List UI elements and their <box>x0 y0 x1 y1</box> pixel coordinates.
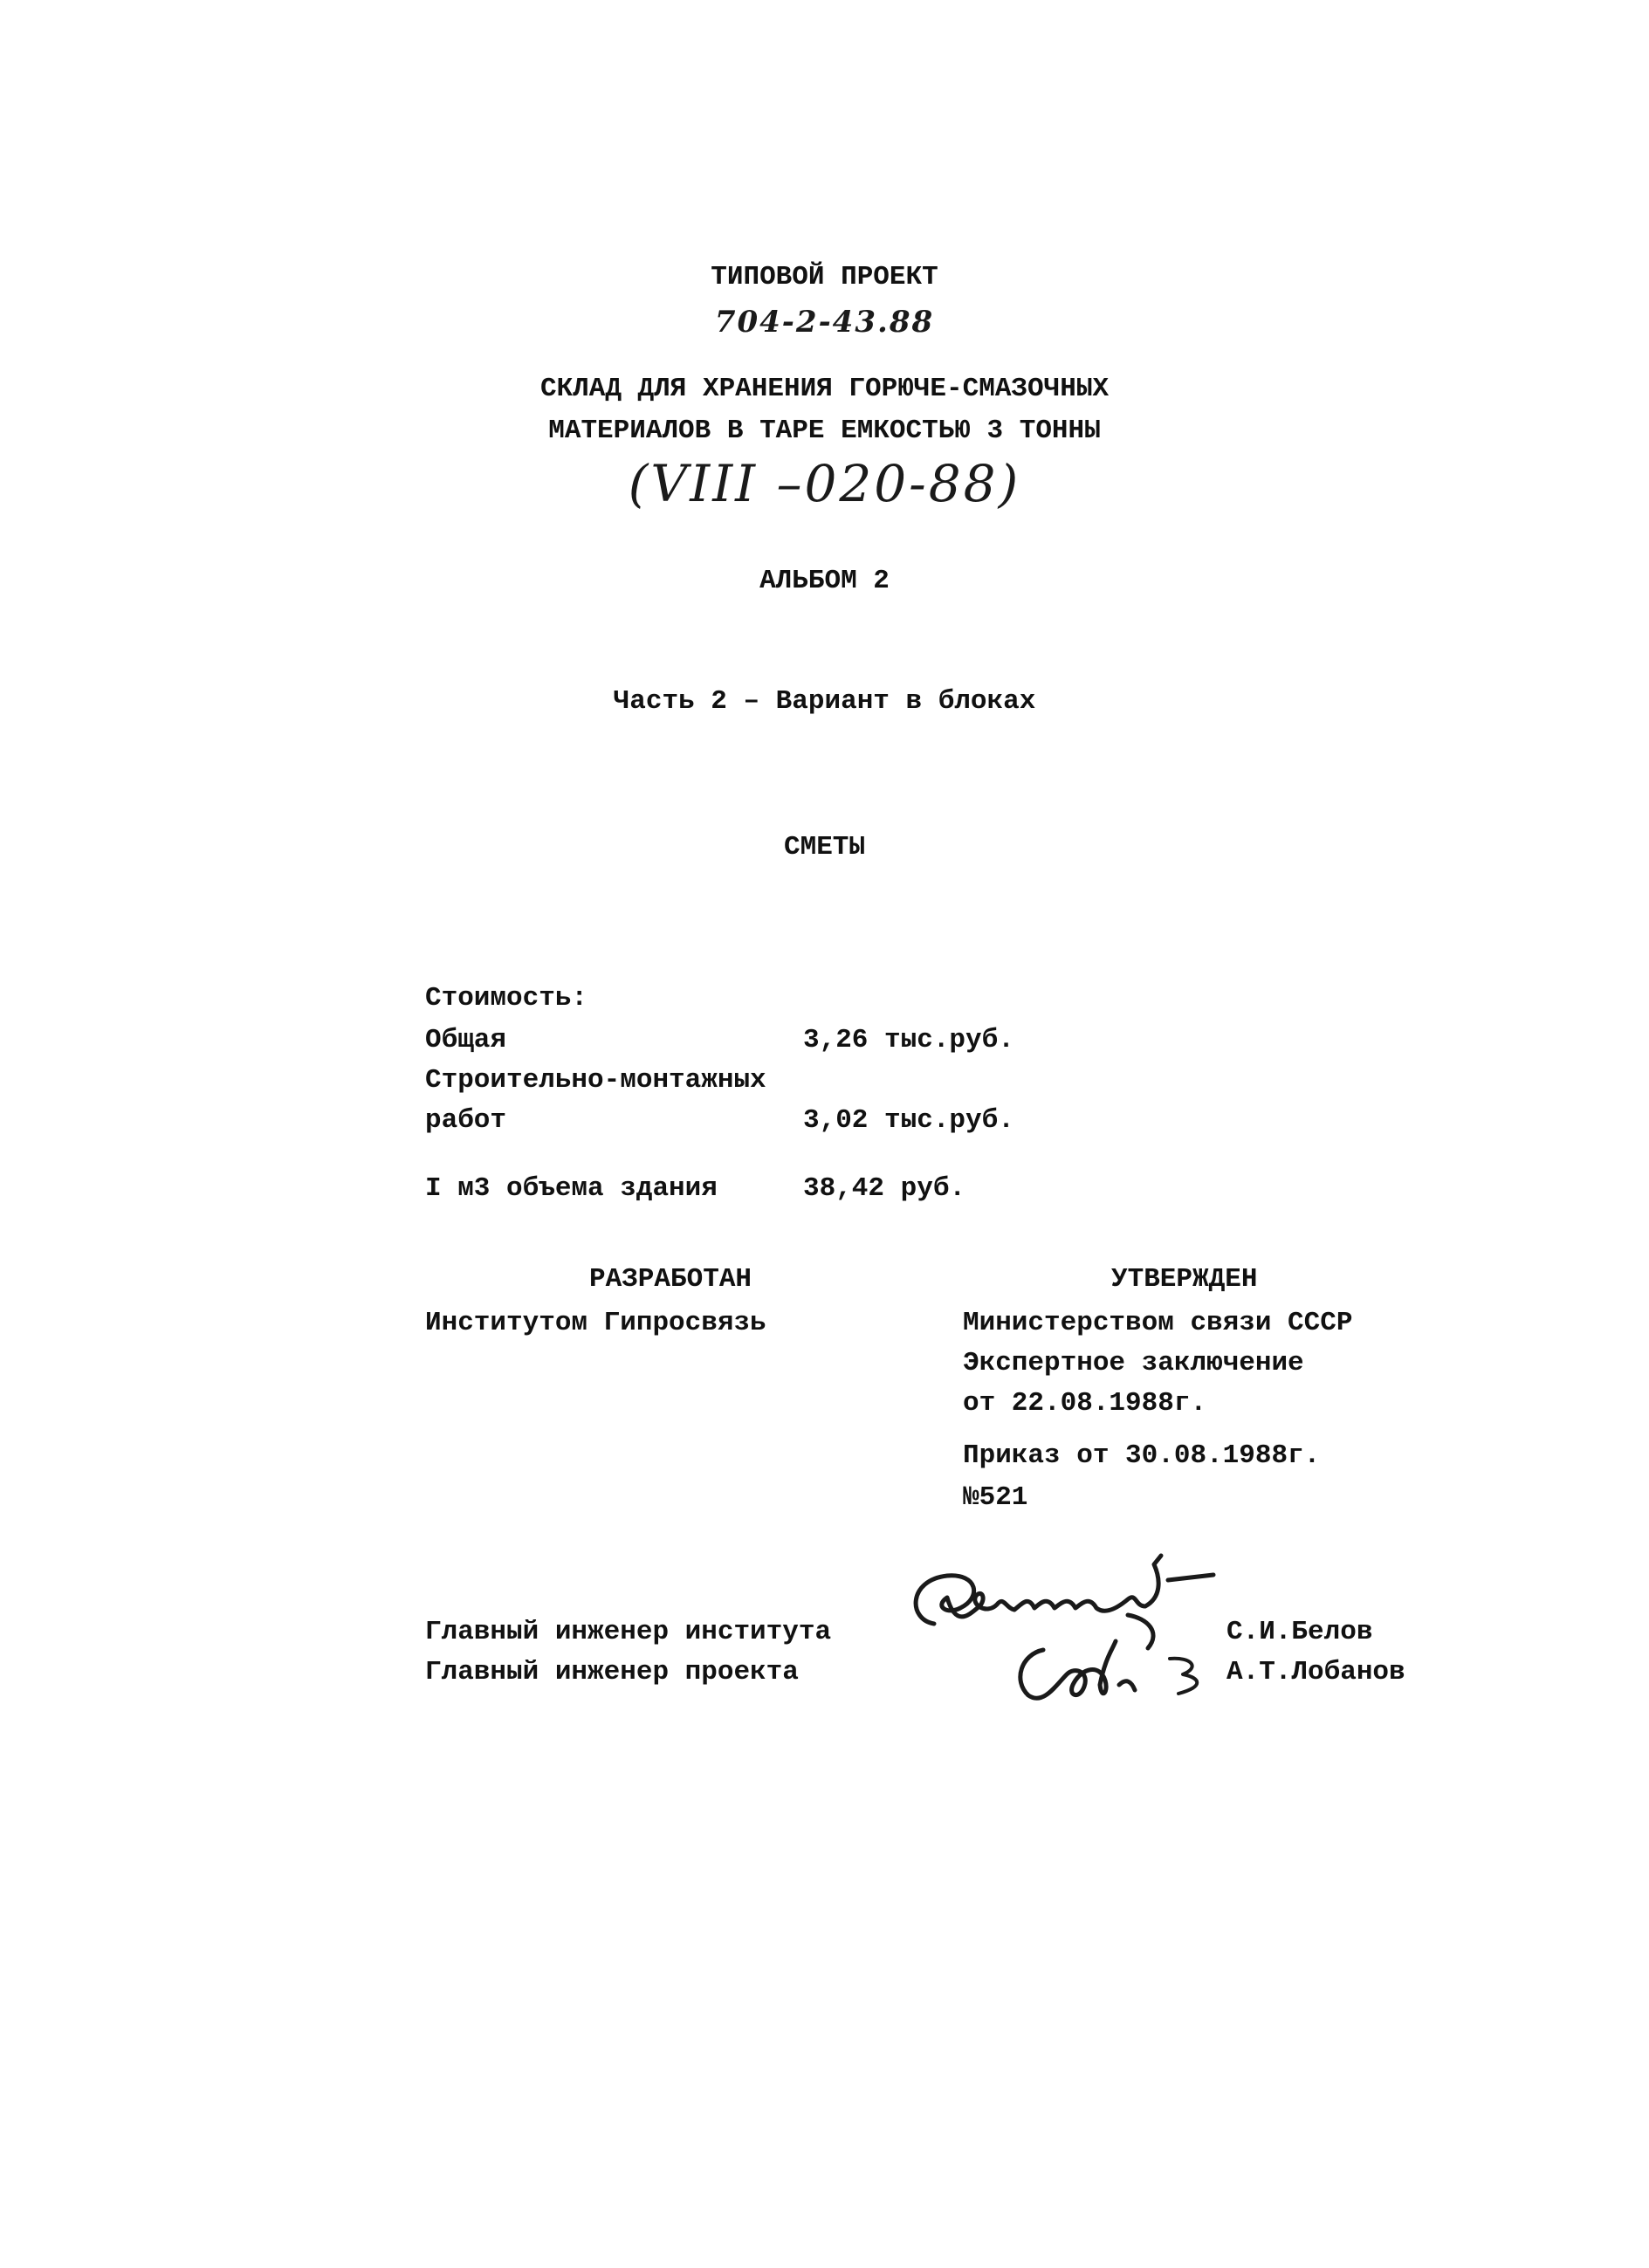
cost-row-label: Строительно-монтажных <box>425 1065 766 1096</box>
cost-row-label: работ <box>425 1105 507 1136</box>
section-label: СМЕТЫ <box>783 832 865 863</box>
signature-name: С.И.Белов <box>1226 1617 1373 1647</box>
cost-row-label: Общая <box>425 1025 507 1055</box>
project-number-handwritten: 704-2-43.88 <box>714 305 935 340</box>
cost-row-label: I м3 объема здания <box>425 1173 718 1204</box>
title-line-1: СКЛАД ДЛЯ ХРАНЕНИЯ ГОРЮЧЕ-СМАЗОЧНЫХ <box>539 374 1110 404</box>
code-handwritten: (VIII –020-88) <box>628 454 1021 513</box>
approved-order-number: №521 <box>963 1482 1028 1513</box>
signature-role: Главный инженер проекта <box>425 1657 799 1687</box>
handwritten-signature-2 <box>1004 1632 1231 1711</box>
cost-heading: Стоимость: <box>425 983 588 1014</box>
project-type-label: ТИПОВОЙ ПРОЕКТ <box>711 262 938 292</box>
album-label: АЛЬБОМ 2 <box>759 566 890 596</box>
cost-row-value: 38,42 руб. <box>803 1173 966 1204</box>
cost-row-value: 3,26 тыс.руб. <box>803 1025 1014 1055</box>
cost-row-value: 3,02 тыс.руб. <box>803 1105 1014 1136</box>
approved-line: Министерством связи СССР <box>963 1308 1353 1338</box>
developed-by: Институтом Гипросвязь <box>425 1308 766 1338</box>
part-label: Часть 2 – Вариант в блоках <box>613 686 1036 717</box>
signature-name: А.Т.Лобанов <box>1226 1657 1405 1687</box>
signature-role: Главный инженер института <box>425 1617 832 1647</box>
developed-heading: РАЗРАБОТАН <box>589 1264 752 1295</box>
approved-order: Приказ от 30.08.1988г. <box>963 1440 1321 1471</box>
approved-line: от 22.08.1988г. <box>963 1388 1207 1419</box>
approved-line: Экспертное заключение <box>963 1348 1304 1378</box>
title-line-2: МАТЕРИАЛОВ В ТАРЕ ЕМКОСТЬЮ 3 ТОННЫ <box>548 416 1101 446</box>
approved-heading: УТВЕРЖДЕН <box>1111 1264 1258 1295</box>
